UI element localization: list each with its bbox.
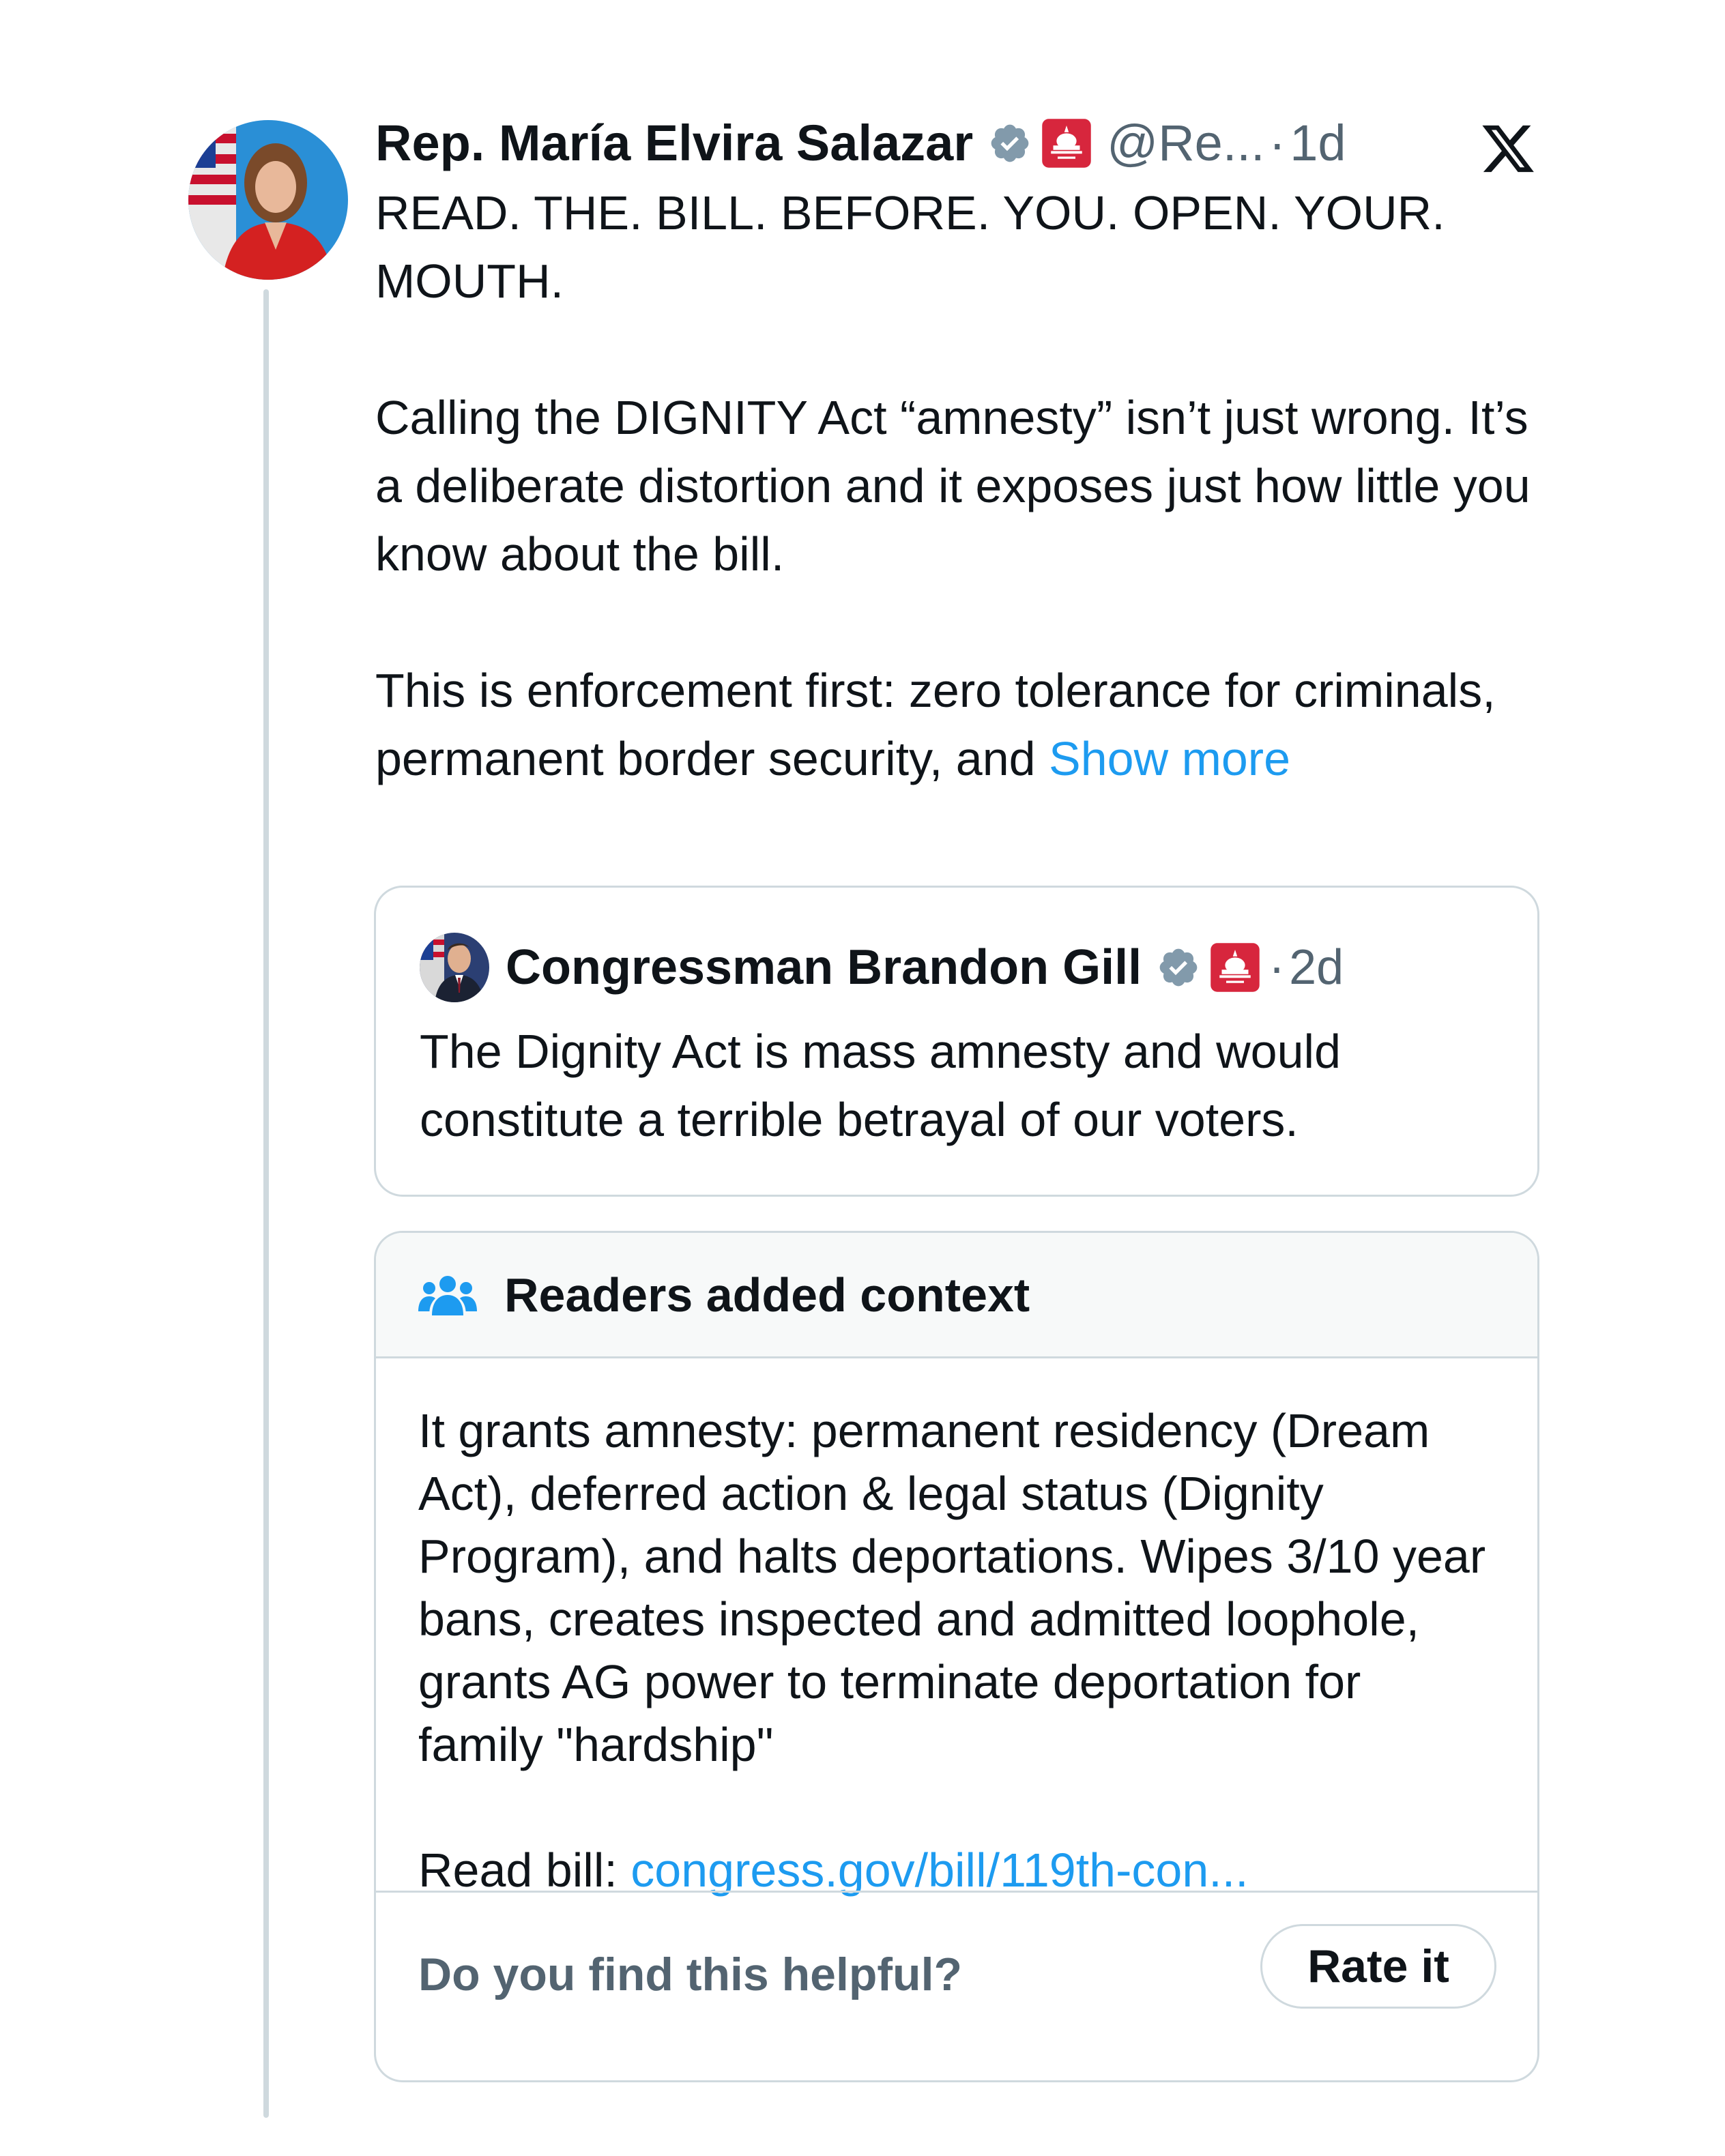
verified-badge-icon bbox=[988, 121, 1032, 165]
author-name[interactable]: Rep. María Elvira Salazar bbox=[375, 115, 974, 171]
people-icon bbox=[418, 1274, 477, 1315]
quoted-author-avatar-image bbox=[420, 933, 489, 1002]
quoted-tweet-card[interactable] bbox=[374, 886, 1539, 1197]
bill-link[interactable]: congress.gov/bill/119th-con... bbox=[630, 1844, 1249, 1897]
quoted-tweet-text: The Dignity Act is mass amnesty and would constitute a terrible betrayal of our voters. bbox=[420, 1025, 1342, 1146]
separator-dot: · bbox=[1269, 940, 1286, 995]
community-note bbox=[374, 1231, 1539, 2082]
capitol-badge-icon bbox=[1040, 117, 1093, 170]
tweet-header bbox=[375, 109, 1549, 177]
quoted-author-name[interactable]: Congressman Brandon Gill bbox=[506, 940, 1142, 995]
tweet-paragraph-3 bbox=[375, 656, 1549, 793]
author-avatar-image bbox=[188, 120, 348, 280]
separator-dot: · bbox=[1269, 115, 1286, 171]
tweet bbox=[375, 109, 1549, 793]
rate-it-button[interactable]: Rate it bbox=[1260, 1924, 1496, 2009]
tweet-text bbox=[375, 179, 1549, 793]
tweet-paragraph-1: READ. THE. BILL. BEFORE. YOU. OPEN. YOUR. MOUTH. bbox=[375, 186, 1445, 308]
read-bill-label: Read bill: bbox=[418, 1844, 618, 1897]
show-more-link[interactable]: Show more bbox=[1049, 732, 1291, 785]
author-avatar[interactable] bbox=[188, 120, 348, 280]
verified-badge-icon bbox=[1157, 946, 1200, 989]
capitol-badge-icon bbox=[1208, 941, 1262, 994]
community-note-text: It grants amnesty: permanent residency (Dream Act), deferred action & legal status (Dignity Program), and halts deportations. Wipes 3/10 year bans, creates inspected and admitted loophole, grants AG power to terminate deportation for family "hardship" bbox=[418, 1404, 1486, 1771]
tweet-paragraph-2: Calling the DIGNITY Act “amnesty” isn’t just wrong. It’s a deliberate distortion and it exposes just how little you know about the bill. bbox=[375, 391, 1531, 581]
quoted-author-avatar[interactable] bbox=[420, 933, 489, 1002]
community-note-header bbox=[376, 1233, 1537, 1358]
thread-line bbox=[263, 289, 269, 2118]
helpful-question: Do you find this helpful? bbox=[418, 1949, 963, 2000]
community-note-footer bbox=[376, 1891, 1537, 2080]
quoted-tweet-timestamp[interactable]: 2d bbox=[1289, 940, 1344, 995]
tweet-paragraph-3-text: This is enforcement first: zero tolerance for criminals, permanent border security, and bbox=[375, 664, 1496, 785]
community-note-title: Readers added context bbox=[504, 1268, 1030, 1322]
community-note-body bbox=[376, 1358, 1537, 1897]
quoted-tweet-header bbox=[420, 930, 1344, 1005]
tweet-timestamp[interactable]: 1d bbox=[1290, 115, 1346, 171]
author-handle[interactable]: @Re... bbox=[1107, 115, 1265, 171]
